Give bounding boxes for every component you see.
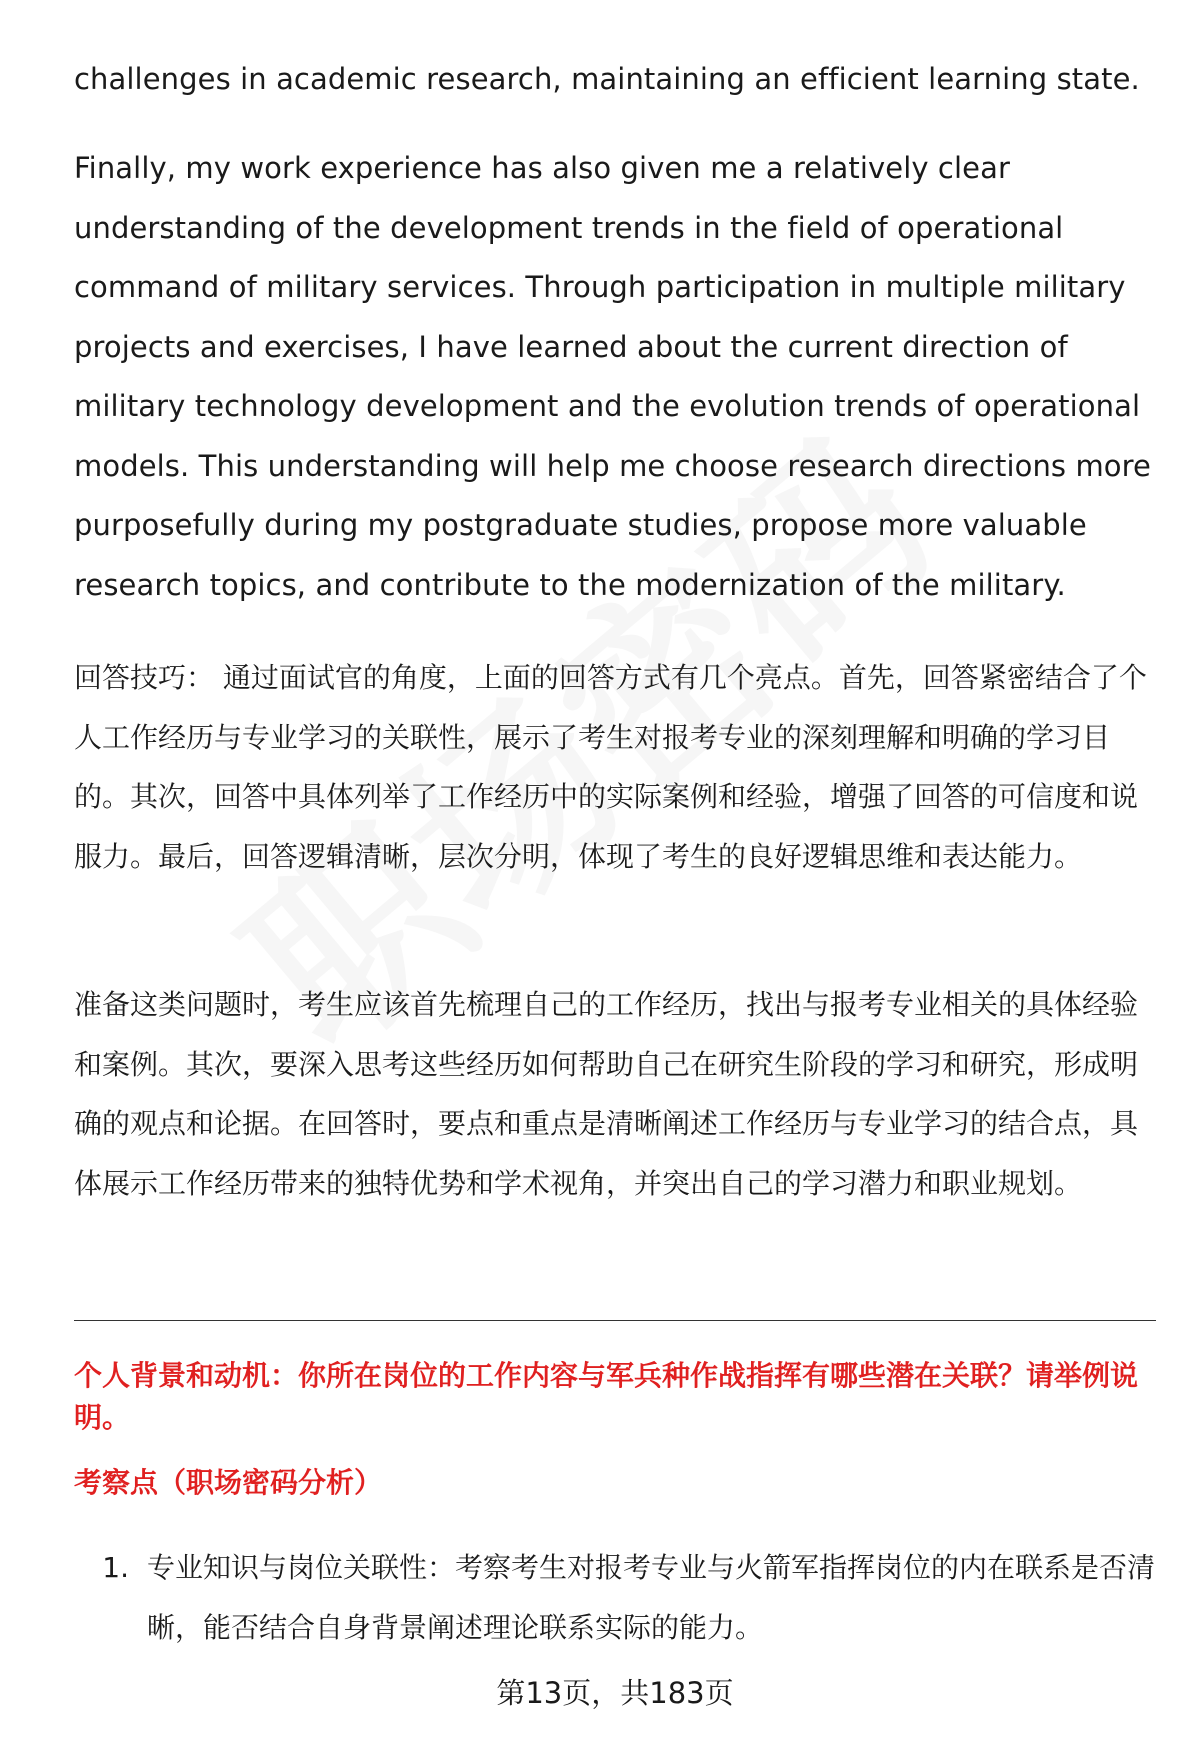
page-footer: 第13页，共183页 [496,1676,734,1710]
paragraph: Finally, my work experience has also given me a relatively clear understanding of the development trends in the field of operational command of military services. Through participation in multiple military projects and exercises, I have learned about the current direction of military technology development and the evolution trends of operational models. This understanding will help me choose research directions more purposefully during my postgraduate studies, propose more valuable research topics, and contribute to the modernization of the military. [74,151,1151,602]
document-page [74,0,1156,1755]
list-item [74,1538,1156,1657]
answer-tips-paragraph: 回答技巧： 通过面试官的角度，上面的回答方式有几个亮点。首先，回答紧密结合了个人工作经历与专业学习的关联性，展示了考生对报考专业的深刻理解和明确的学习目的。其次，回答中具体列举了工作经历中的实际案例和经验，增强了回答的可信度和说服力。最后，回答逻辑清晰，层次分明，体现了考生的良好逻辑思维和表达能力。 [74,661,1147,873]
list-item-number: 1. [102,1551,129,1584]
question-subheading: 考察点（职场密码分析） [74,1466,383,1499]
question-title: 个人背景和动机：你所在岗位的工作内容与军兵种作战指挥有哪些潜在关联？请举例说明。 [74,1359,1139,1434]
paragraph: 准备这类问题时，考生应该首先梳理自己的工作经历，找出与报考专业相关的具体经验和案例。其次，要深入思考这些经历如何帮助自己在研究生阶段的学习和研究，形成明确的观点和论据。在回答时，要点和重点是清晰阐述工作经历与专业学习的结合点，具体展示工作经历带来的独特优势和学术视角，并突出自己的学习潜力和职业规划。 [74,988,1139,1200]
paragraph: challenges in academic research, maintaining an efficient learning state. [74,62,1140,96]
divider [74,1320,1156,1321]
list-item-text: 专业知识与岗位关联性：考察考生对报考专业与火箭军指挥岗位的内在联系是否清晰，能否结合自身背景阐述理论联系实际的能力。 [147,1551,1156,1644]
